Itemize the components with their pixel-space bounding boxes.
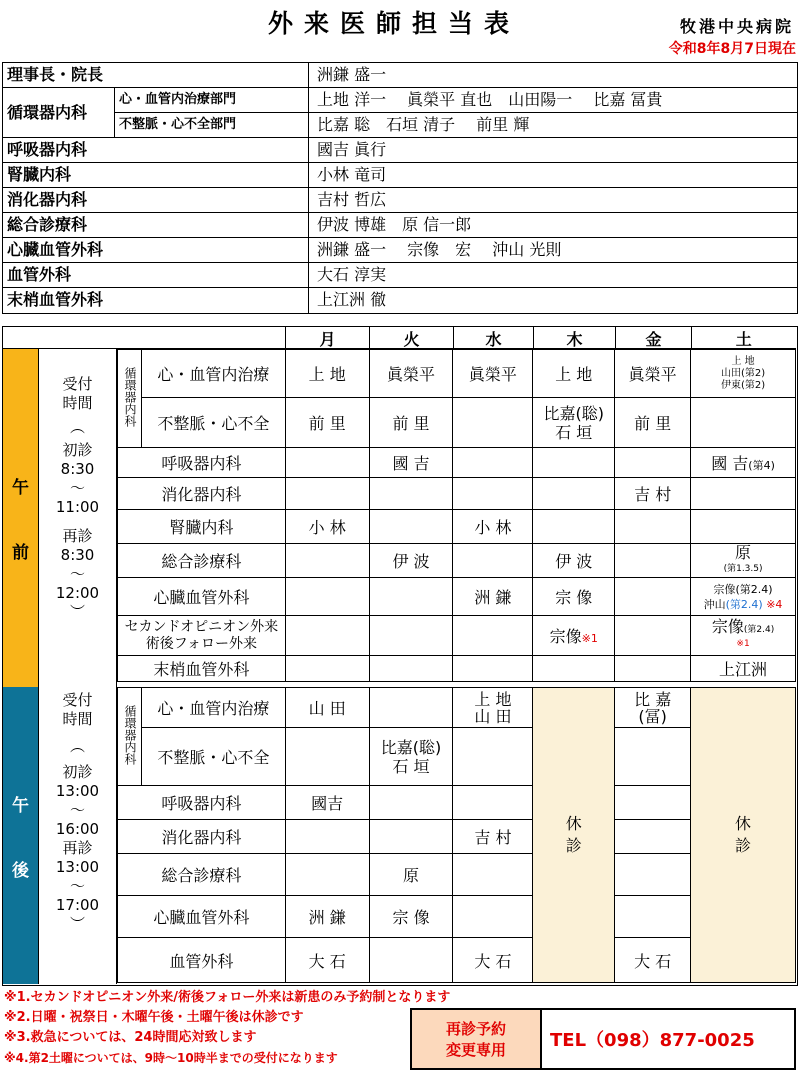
pm-cardio-fri: 比 嘉 (冨) [615, 688, 691, 728]
am-second-wed [453, 616, 533, 656]
am-cvs-fri [615, 578, 691, 616]
am-kidney-sat [691, 510, 796, 544]
hours-line: 8:30 [60, 460, 95, 478]
morning-hours [39, 349, 117, 687]
pm-vasc-tue [369, 938, 453, 983]
sat-doctor: 原 [735, 543, 752, 562]
am-resp-tue: 國 吉 [369, 448, 453, 478]
week-note: (第1.3.5) [723, 563, 763, 574]
am-cvs-mon [285, 578, 369, 616]
doctor-names: 國吉 眞行 [317, 140, 387, 159]
dept-general: 総合診療科 [118, 854, 286, 896]
am-kidney-wed: 小 林 [453, 510, 533, 544]
am-kidney-fri [615, 510, 691, 544]
subdept-label: 不整脈・心不全部門 [119, 117, 237, 132]
hours-line: 再診 [62, 527, 93, 545]
hours-line: 時間 [62, 394, 93, 412]
pm-sat-closed: 休 診 [691, 688, 796, 983]
doctor-row [3, 213, 797, 238]
day-wed: 水 [454, 327, 534, 350]
morning-label-top: 午 [12, 478, 29, 498]
am-gastro-tue [369, 478, 453, 510]
day-tue: 火 [370, 327, 454, 350]
hours-line: 12:00 [55, 584, 100, 602]
pm-arr-tue: 比嘉(聡) 石 垣 [369, 728, 453, 786]
dept-arrhythmia: 不整脈・心不全 [141, 398, 285, 448]
pm-general-fri [615, 854, 691, 896]
pm-cvs-wed [453, 896, 533, 938]
afternoon-grid [117, 687, 796, 983]
am-cardio-tue: 眞榮平 [369, 350, 453, 398]
doctor-names: 伊波 博雄 原 信一郎 [317, 215, 472, 234]
am-second-thu [533, 616, 615, 656]
hours-line: ︶ [69, 603, 85, 621]
doctor-row [3, 188, 797, 213]
hours-line: ︵ [69, 418, 85, 436]
hours-line: 受付 [62, 375, 93, 393]
doctor-names: 吉村 哲広 [317, 190, 387, 209]
footnote: ※3.救急については、24時間応対致します [4, 1030, 257, 1045]
dept-arrhythmia: 不整脈・心不全 [141, 728, 285, 786]
contact-label-line: 変更専用 [445, 1041, 506, 1059]
pm-general-tue: 原 [369, 854, 453, 896]
as-of-date: 令和8年8月7日現在 [668, 41, 796, 57]
pm-thu-closed: 休 診 [533, 688, 615, 983]
junkan-label [118, 688, 142, 786]
hours-line: 〜 [69, 565, 85, 583]
doctor-names: 上地 洋一 眞榮平 直也 山田陽一 比嘉 冨貴 [309, 88, 797, 113]
pm-resp-wed [453, 786, 533, 820]
hours-line: 16:00 [55, 820, 100, 838]
pm-gastro-wed: 吉 村 [453, 820, 533, 854]
afternoon-label-top: 午 [12, 795, 29, 816]
dept-cardio: 心・血管内治療 [141, 688, 285, 728]
am-second-tue [369, 616, 453, 656]
doctor-row [3, 238, 797, 263]
dept-label: 総合診療科 [3, 213, 309, 237]
pm-resp-mon: 國吉 [285, 786, 369, 820]
header [0, 0, 800, 62]
hospital-name: 牧港中央病院 [679, 17, 794, 36]
schedule-table [2, 326, 798, 986]
afternoon-hours [39, 687, 117, 984]
contact-box [410, 1008, 796, 1070]
day-mon: 月 [286, 327, 370, 350]
pm-arr-fri [615, 728, 691, 786]
am-cardio-fri: 眞榮平 [615, 350, 691, 398]
footnote-mark: ※4 [766, 597, 783, 611]
dept-label: 循環器内科 [3, 88, 115, 137]
doctor-row [3, 163, 797, 188]
am-kidney-mon: 小 林 [285, 510, 369, 544]
doctor-names-group [309, 88, 797, 137]
morning-label-bottom: 前 [12, 543, 29, 563]
pm-vasc-mon: 大 石 [285, 938, 369, 983]
pm-cardio-tue [369, 688, 453, 728]
pm-cvs-mon: 洲 鎌 [285, 896, 369, 938]
am-resp-fri [615, 448, 691, 478]
am-cvs-sat [691, 578, 796, 616]
am-cardio-mon: 上 地 [285, 350, 369, 398]
junkan-label [118, 350, 142, 448]
hours-line: ︶ [69, 915, 85, 933]
doctor-row [3, 63, 797, 88]
afternoon-label [3, 687, 39, 984]
sat-doctor: 山田(第2) [720, 367, 766, 379]
am-periph-wed [453, 656, 533, 682]
hours-line: 〜 [69, 877, 85, 895]
am-general-fri [615, 544, 691, 578]
am-gastro-mon [285, 478, 369, 510]
sat-doctor: 伊東(第2) [720, 379, 766, 391]
hours-line: ︵ [69, 737, 85, 755]
am-gastro-wed [453, 478, 533, 510]
am-resp-mon [285, 448, 369, 478]
doctor-names: 洲鎌 盛一 宗像 宏 沖山 光則 [317, 240, 562, 259]
hours-line: 13:00 [55, 782, 100, 800]
footnote: ※1.セカンドオピニオン外来/術後フォロー外来は新患のみ予約制となります [4, 990, 451, 1005]
page-title: 外来医師担当表 [268, 9, 521, 38]
am-arr-thu: 比嘉(聡) 石 垣 [533, 398, 615, 448]
sat-doctor: 宗像 [711, 617, 744, 636]
junkan-text: 循環器内科 [122, 704, 137, 765]
contact-label-line: 再診予約 [445, 1020, 506, 1038]
am-second-mon [285, 616, 369, 656]
footnote-mark: ※1 [736, 639, 750, 649]
am-cardio-sat [691, 350, 796, 398]
day-fri: 金 [616, 327, 692, 350]
day-sat: 土 [692, 327, 796, 350]
dept-label: 心臓血管外科 [3, 238, 309, 262]
thu-doctor: 宗像 [549, 627, 582, 646]
pm-general-mon [285, 854, 369, 896]
am-general-thu: 伊 波 [533, 544, 615, 578]
hours-line: 8:30 [60, 546, 95, 564]
am-resp-sat [691, 448, 796, 478]
dept-label: 呼吸器内科 [3, 138, 309, 162]
am-periph-tue [369, 656, 453, 682]
morning-grid [117, 349, 796, 682]
am-second-fri [615, 616, 691, 656]
sat-doctor-name: 沖山 [703, 597, 726, 611]
footnote-mark: ※1 [581, 632, 598, 645]
am-arr-tue: 前 里 [369, 398, 453, 448]
footnote: ※2.日曜・祝祭日・木曜午後・土曜午後は休診です [4, 1010, 304, 1025]
dept-respiratory: 呼吸器内科 [118, 786, 286, 820]
dept-gastro: 消化器内科 [118, 820, 286, 854]
dept-label-line: 術後フォロー外来 [145, 635, 258, 652]
hours-line: 11:00 [55, 498, 100, 516]
am-resp-wed [453, 448, 533, 478]
doctor-row [3, 288, 797, 313]
dept-label: 末梢血管外科 [3, 288, 309, 313]
pm-resp-fri [615, 786, 691, 820]
dept-cvs: 心臓血管外科 [118, 896, 286, 938]
afternoon-label-bottom: 後 [12, 860, 29, 881]
sat-doctor: 上 地 [731, 355, 755, 367]
doctor-names: 大石 淳実 [317, 265, 387, 284]
subdept-group [115, 88, 309, 137]
pm-gastro-tue [369, 820, 453, 854]
doctor-list [2, 62, 798, 314]
am-arr-mon: 前 里 [285, 398, 369, 448]
hours-line: 初診 [62, 763, 93, 781]
afternoon-section [3, 687, 796, 984]
am-periph-thu [533, 656, 615, 682]
doctor-names: 比嘉 聡 石垣 清子 前里 輝 [317, 115, 530, 134]
am-arr-fri: 前 里 [615, 398, 691, 448]
am-second-sat [691, 616, 796, 656]
week-note: (第2.4) [725, 597, 763, 611]
day-thu: 木 [534, 327, 616, 350]
pm-resp-tue [369, 786, 453, 820]
hours-line: 再診 [62, 839, 93, 857]
phone-number[interactable]: TEL（098）877-0025 [550, 1030, 755, 1051]
doctor-names: 上江洲 徹 [317, 290, 387, 309]
am-gastro-thu [533, 478, 615, 510]
am-cvs-tue [369, 578, 453, 616]
am-arr-sat [691, 398, 796, 448]
pm-general-wed [453, 854, 533, 896]
dept-label: 消化器内科 [3, 188, 309, 212]
sat-doctor: 宗像(第2.4) [713, 582, 773, 596]
am-gastro-fri: 吉 村 [615, 478, 691, 510]
dept-label-line: セカンドオピニオン外来 [124, 618, 279, 635]
am-kidney-tue [369, 510, 453, 544]
am-periph-sat: 上江洲 [691, 656, 796, 682]
am-general-tue: 伊 波 [369, 544, 453, 578]
am-general-wed [453, 544, 533, 578]
pm-gastro-mon [285, 820, 369, 854]
am-general-sat [691, 544, 796, 578]
doctor-row [3, 263, 797, 288]
am-gastro-sat [691, 478, 796, 510]
am-cvs-thu: 宗 像 [533, 578, 615, 616]
sat-doctor-okiyama [691, 597, 795, 612]
pm-cvs-tue: 宗 像 [369, 896, 453, 938]
hours-line: 受付 [62, 691, 93, 709]
contact-label [412, 1010, 542, 1068]
am-arr-wed [453, 398, 533, 448]
am-resp-thu [533, 448, 615, 478]
pm-vasc-fri: 大 石 [615, 938, 691, 983]
am-cardio-wed: 眞榮平 [453, 350, 533, 398]
doctor-row [3, 138, 797, 163]
pm-cvs-fri [615, 896, 691, 938]
dept-gastro: 消化器内科 [118, 478, 286, 510]
dept-vascular: 血管外科 [118, 938, 286, 983]
am-cvs-wed: 洲 鎌 [453, 578, 533, 616]
footnotes [4, 988, 450, 1068]
sat-doctor: 國 吉 [711, 454, 749, 473]
footnote: ※4.第2土曜については、9時〜10時半までの受付になります [4, 1051, 338, 1065]
dept-cvs: 心臓血管外科 [118, 578, 286, 616]
pm-arr-wed [453, 728, 533, 786]
hours-line: 初診 [62, 441, 93, 459]
pm-vasc-wed: 大 石 [453, 938, 533, 983]
am-periph-fri [615, 656, 691, 682]
dept-label: 腎臓内科 [3, 163, 309, 187]
dept-general: 総合診療科 [118, 544, 286, 578]
week-note: (第2.4) [743, 625, 775, 635]
pm-cardio-mon: 山 田 [285, 688, 369, 728]
dept-cardio: 心・血管内治療 [141, 350, 285, 398]
dept-second-opinion [118, 616, 286, 656]
morning-section [3, 327, 796, 687]
dept-peripheral: 末梢血管外科 [118, 656, 286, 682]
hours-line: 時間 [62, 710, 93, 728]
am-cardio-thu: 上 地 [533, 350, 615, 398]
am-general-mon [285, 544, 369, 578]
week-note: (第4) [748, 459, 775, 472]
pm-gastro-fri [615, 820, 691, 854]
hours-line: 17:00 [55, 896, 100, 914]
dept-label: 血管外科 [3, 263, 309, 287]
dept-label: 理事長・院長 [3, 63, 309, 87]
doctor-row-cardiology [3, 88, 797, 138]
subdept-label: 心・血管内治療部門 [115, 88, 308, 113]
junkan-text: 循環器内科 [122, 366, 137, 427]
hours-line: 〜 [69, 479, 85, 497]
doctor-names: 小林 竜司 [317, 165, 387, 184]
doctor-names: 洲鎌 盛一 [317, 65, 387, 84]
am-kidney-thu [533, 510, 615, 544]
am-periph-mon [285, 656, 369, 682]
pm-cardio-wed: 上 地 山 田 [453, 688, 533, 728]
morning-label [3, 349, 39, 687]
dept-respiratory: 呼吸器内科 [118, 448, 286, 478]
hours-line: 13:00 [55, 858, 100, 876]
dept-kidney: 腎臓内科 [118, 510, 286, 544]
pm-arr-mon [285, 728, 369, 786]
hours-line: 〜 [69, 801, 85, 819]
